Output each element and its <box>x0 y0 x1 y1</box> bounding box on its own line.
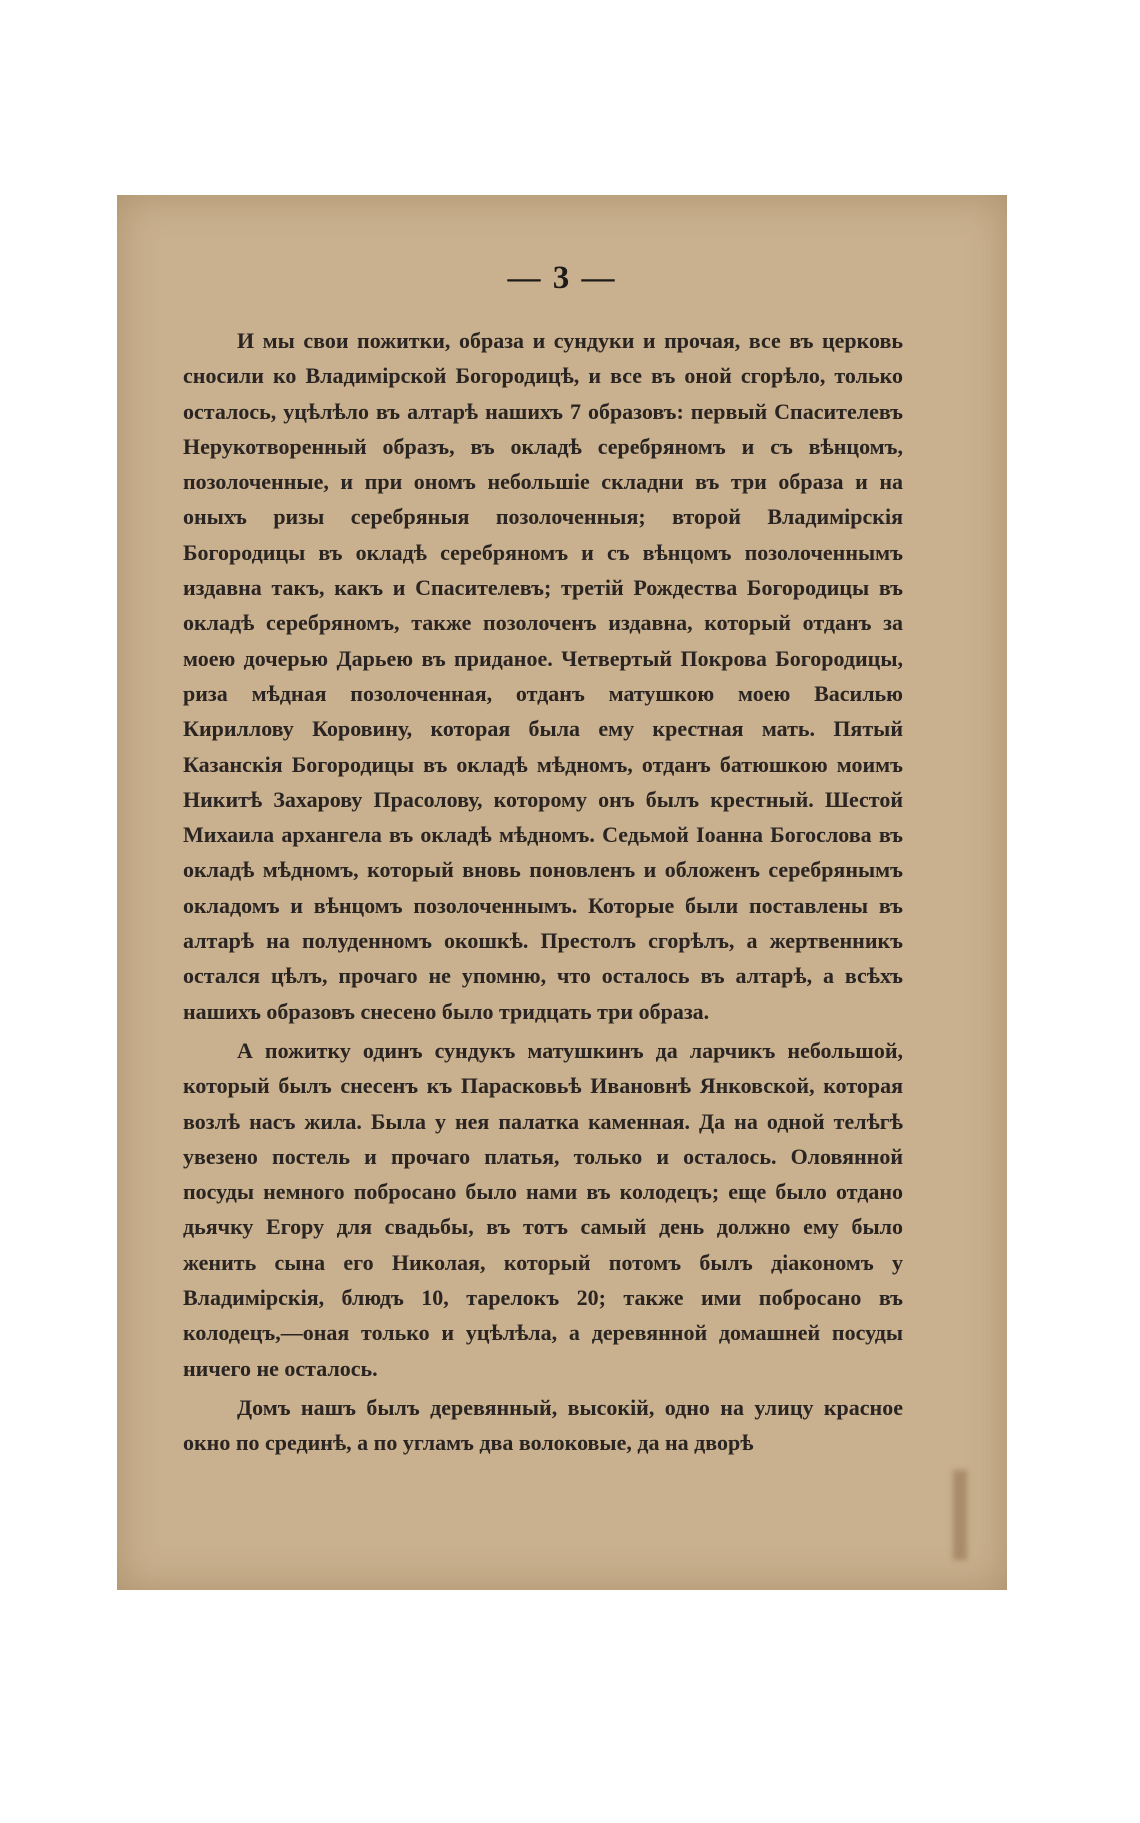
page-number: — 3 — <box>507 260 617 296</box>
book-page <box>117 195 1007 1590</box>
body-text <box>183 323 903 1461</box>
paragraph-1: И мы свои пожитки, образа и сундуки и прочая, все въ церковь сносили ко Владимірской Богородицѣ, и все въ оной сгорѣло, только осталось, уцѣлѣло въ алтарѣ нашихъ 7 образовъ: первый Спасителевъ Нерукотворенный образъ, въ окладѣ серебряномъ и съ вѣнцомъ, позолоченные, и при ономъ небольшіе складни въ три образа и на оныхъ ризы серебряныя позолоченныя; второй Владимірскія Богородицы въ окладѣ серебряномъ и съ вѣнцомъ позолоченнымъ издавна такъ, какъ и Спасителевъ; третій Рождества Богородицы въ окладѣ серебряномъ, также позолоченъ издавна, который отданъ за моею дочерью Дарьею въ приданое. Четвертый Покрова Богородицы, риза мѣдная позолоченная, отданъ матушкою моею Василью Кириллову Коровину, которая была ему крестная мать. Пятый Казанскія Богородицы въ окладѣ мѣдномъ, отданъ батюшкою моимъ Никитѣ Захарову Прасолову, которому онъ былъ крестный. Шестой Михаила архангела въ окладѣ мѣдномъ. Седьмой Іоанна Богослова въ окладѣ мѣдномъ, который вновь поновленъ и обложенъ серебрянымъ окладомъ и вѣнцомъ позолоченнымъ. Которые были поставлены въ алтарѣ на полуденномъ окошкѣ. Престолъ сгорѣлъ, а жертвенникъ остался цѣлъ, прочаго не упомню, что осталось въ алтарѣ, а всѣхъ нашихъ образовъ снесено было тридцать три образа. <box>183 328 903 1024</box>
paragraph-2: А пожитку одинъ сундукъ матушкинъ да ларчикъ небольшой, который былъ снесенъ къ Парасковьѣ Ивановнѣ Янковской, которая возлѣ насъ жила. Была у нея палатка каменная. Да на одной телѣгѣ увезено постель и прочаго платья, только и осталось. Оловянной посуды немного побросано было нами въ колодецъ; еще было отдано дьячку Егору для свадьбы, въ тотъ самый день должно ему было женить сына его Николая, который потомъ былъ діакономъ у Владимірскія, блюдъ 10, тарелокъ 20; также ими побросано въ колодецъ,—оная только и уцѣлѣла, а деревянной домашней посуды ничего не осталось. <box>183 1037 903 1381</box>
paragraph-3: Домъ нашъ былъ деревянный, высокій, одно на улицу красное окно по срединѣ, а по угламъ два волоковые, да на дворѣ <box>183 1394 903 1456</box>
